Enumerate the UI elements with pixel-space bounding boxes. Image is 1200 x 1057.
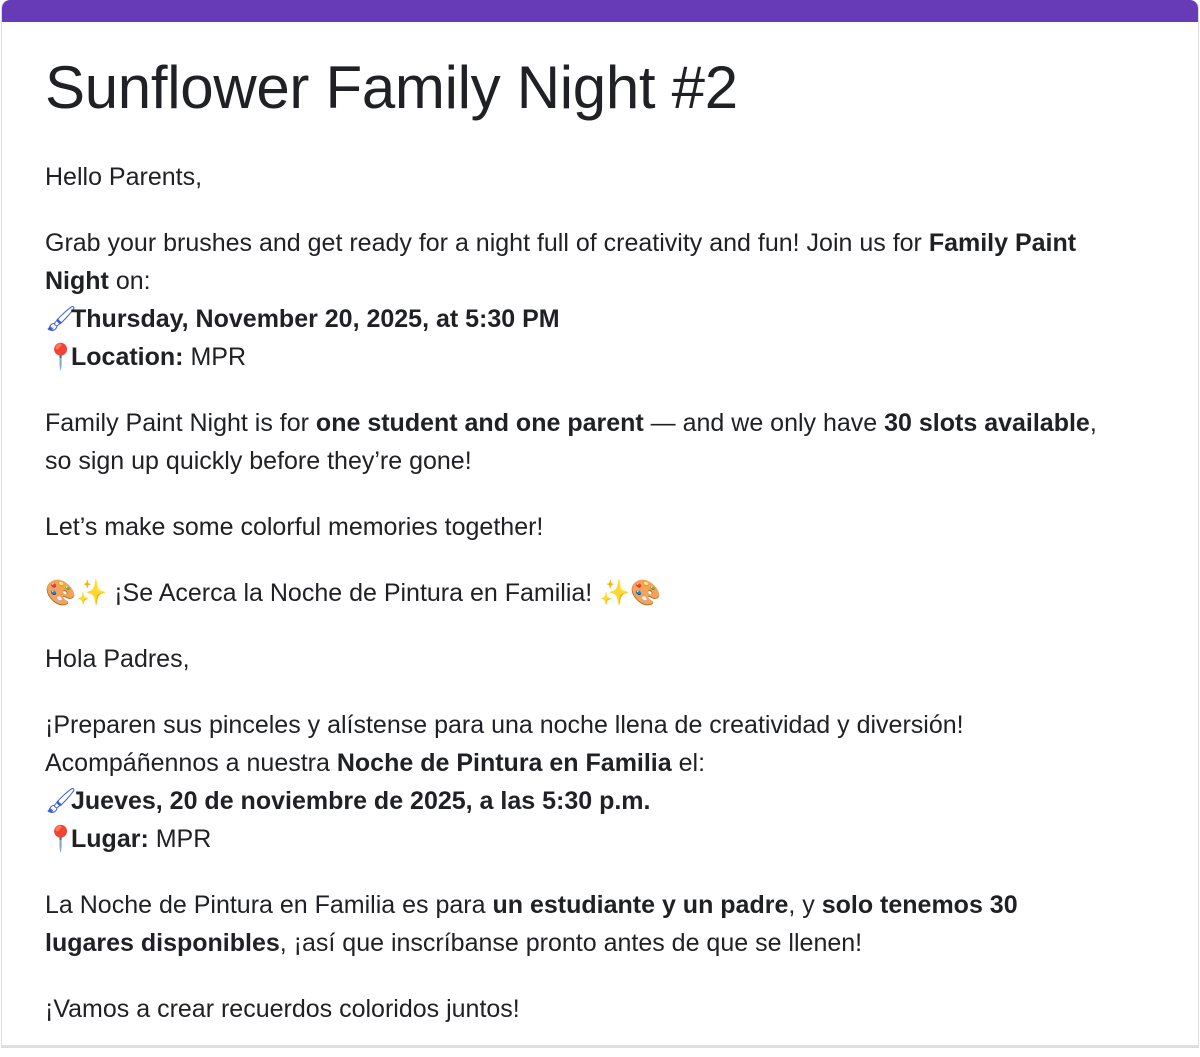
location-value-es: MPR xyxy=(148,825,212,853)
artist-palette-icon-right: 🎨 xyxy=(630,579,662,607)
intro-en xyxy=(45,224,1102,376)
closing-es: ¡Vamos a crear recuerdos coloridos juntos! xyxy=(45,995,520,1023)
eligibility-es-text-3: , ¡así que inscríbanse pronto antes de que se llenen! xyxy=(279,929,863,957)
greeting-es: Hola Padres, xyxy=(45,645,190,673)
paintbrush-icon-es: 🖌 xyxy=(45,786,77,815)
intro-en-bold: Family Paint Night xyxy=(45,229,1077,295)
round-pushpin-icon: 📍 xyxy=(45,342,77,371)
intro-es-bold: Noche de Pintura en Familia xyxy=(336,749,672,777)
intro-es xyxy=(45,706,1102,858)
intro-es-text-2: el: xyxy=(671,749,706,777)
location-label-en: Location: xyxy=(71,343,184,371)
eligibility-en-bold-1: one student and one parent xyxy=(315,409,644,437)
event-date-es: Jueves, 20 de noviembre de 2025, a las 5:30 p.m. xyxy=(71,787,651,815)
form-accent-bar xyxy=(2,0,1198,22)
paintbrush-icon: 🖌 xyxy=(45,304,77,333)
sparkles-icon: ✨ xyxy=(76,579,108,607)
intro-en-text-2: on: xyxy=(108,267,151,295)
eligibility-es-bold-1: un estudiante y un padre xyxy=(492,891,789,919)
sparkles-icon-right: ✨ xyxy=(599,579,631,607)
eligibility-es-bold-2: solo tenemos 30 lugares disponibles xyxy=(45,891,1018,957)
eligibility-es-text-2: , y xyxy=(788,891,822,919)
location-value-en: MPR xyxy=(183,343,246,371)
event-date-en: Thursday, November 20, 2025, at 5:30 PM xyxy=(71,305,560,333)
eligibility-es xyxy=(45,886,1102,962)
round-pushpin-icon-es: 📍 xyxy=(45,824,77,853)
intro-en-text-1: Grab your brushes and get ready for a night full of creativity and fun! Join us for xyxy=(45,229,929,257)
form-title: Sunflower Family Night #2 xyxy=(45,54,738,121)
form-description xyxy=(45,158,1102,1028)
greeting-en: Hello Parents, xyxy=(45,163,203,191)
closing-en: Let’s make some colorful memories together! xyxy=(45,513,544,541)
intro-es-text-1: ¡Preparen sus pinceles y alístense para una noche llena de creatividad y diversión! Acompáñennos a nuestra xyxy=(45,711,964,777)
card-bottom-divider xyxy=(2,1045,1198,1047)
heading-es-text: ¡Se Acerca la Noche de Pintura en Familia! xyxy=(107,579,600,607)
eligibility-en-text-1: Family Paint Night is for xyxy=(45,409,316,437)
location-label-es: Lugar: xyxy=(71,825,149,853)
eligibility-en xyxy=(45,404,1102,480)
artist-palette-icon: 🎨 xyxy=(45,579,77,607)
form-header-card xyxy=(1,0,1199,1048)
eligibility-en-text-2: — and we only have xyxy=(643,409,885,437)
form-header-content xyxy=(2,22,1102,1028)
eligibility-es-text-1: La Noche de Pintura en Familia es para xyxy=(45,891,493,919)
eligibility-en-text-3: , so sign up quickly before they’re gone! xyxy=(45,409,1097,475)
heading-es xyxy=(45,574,1102,612)
eligibility-en-bold-2: 30 slots available xyxy=(884,409,1090,437)
